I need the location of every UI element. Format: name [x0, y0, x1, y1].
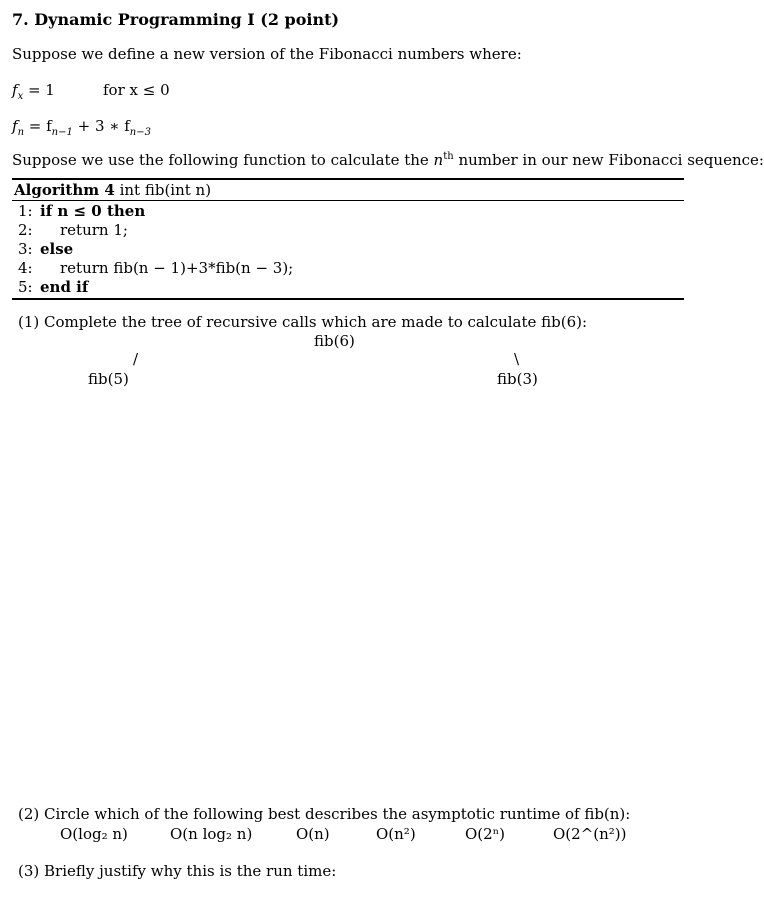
base-case-formula [12, 81, 55, 102]
rec-f: f [12, 117, 18, 135]
line-text: if n ≤ 0 then [40, 202, 146, 220]
intro-text: Suppose we define a new version of the Fibonacci numbers where: [12, 45, 522, 63]
runtime-option-log[interactable]: O(log₂ n) [60, 825, 128, 843]
line-text: else [40, 240, 74, 258]
base-rhs: = 1 [23, 81, 55, 99]
part1-prompt: (1) Complete the tree of recursive calls which are made to calculate fib(6): [18, 313, 588, 331]
algo-line-2 [18, 221, 128, 239]
rec-sub: n [17, 127, 25, 138]
runtime-option-double-exponential[interactable]: O(2^(n²)) [553, 825, 627, 843]
base-case-condition: for x ≤ 0 [103, 81, 170, 99]
line-text: return fib(n − 1)+3*fib(n − 3); [60, 259, 294, 277]
runtime-option-linear[interactable]: O(n) [296, 825, 330, 843]
rec-mid: + 3 ∗ f [72, 117, 130, 135]
tree-left-child: fib(5) [88, 370, 129, 388]
base-f: f [12, 81, 18, 99]
algorithm-signature: int fib(int n) [119, 181, 212, 199]
algorithm-label: Algorithm 4 [14, 181, 115, 199]
function-intro [12, 151, 764, 169]
base-sub: x [17, 91, 24, 102]
rec-sub1: n−1 [51, 127, 73, 138]
tree-root: fib(6) [314, 332, 355, 350]
algo-line-4 [18, 259, 293, 277]
runtime-option-quadratic[interactable]: O(n²) [376, 825, 416, 843]
line-number: 5: [18, 278, 33, 296]
algorithm-mid-rule [12, 200, 684, 201]
algorithm-bottom-rule [12, 298, 684, 300]
tree-right-edge: \ [514, 350, 520, 368]
line-text: return 1; [60, 221, 128, 239]
rec-rhs: = f [24, 117, 52, 135]
line-number: 2: [18, 221, 33, 239]
line-number: 3: [18, 240, 33, 258]
algorithm-top-rule [12, 178, 684, 180]
recurrence-formula [12, 117, 151, 138]
line-text: end if [40, 278, 89, 296]
function-intro-after: number in our new Fibonacci sequence: [453, 151, 764, 169]
runtime-option-nlog[interactable]: O(n log₂ n) [170, 825, 253, 843]
rec-sub2: n−3 [129, 127, 151, 138]
function-intro-n: n [433, 151, 444, 169]
line-number: 1: [18, 202, 33, 220]
function-intro-sup: th [443, 151, 454, 162]
algo-line-3 [18, 240, 73, 258]
question-title: 7. Dynamic Programming I (2 point) [12, 10, 340, 29]
part2-prompt: (2) Circle which of the following best describes the asymptotic runtime of fib(n): [18, 805, 631, 823]
function-intro-before: Suppose we use the following function to calculate the [12, 151, 434, 169]
tree-right-child: fib(3) [497, 370, 538, 388]
part3-prompt: (3) Briefly justify why this is the run time: [18, 862, 337, 880]
runtime-option-exponential[interactable]: O(2ⁿ) [465, 825, 506, 843]
algo-line-1 [18, 202, 145, 220]
line-number: 4: [18, 259, 33, 277]
tree-left-edge: / [133, 350, 139, 368]
algo-line-5 [18, 278, 88, 296]
algorithm-header [14, 181, 211, 199]
